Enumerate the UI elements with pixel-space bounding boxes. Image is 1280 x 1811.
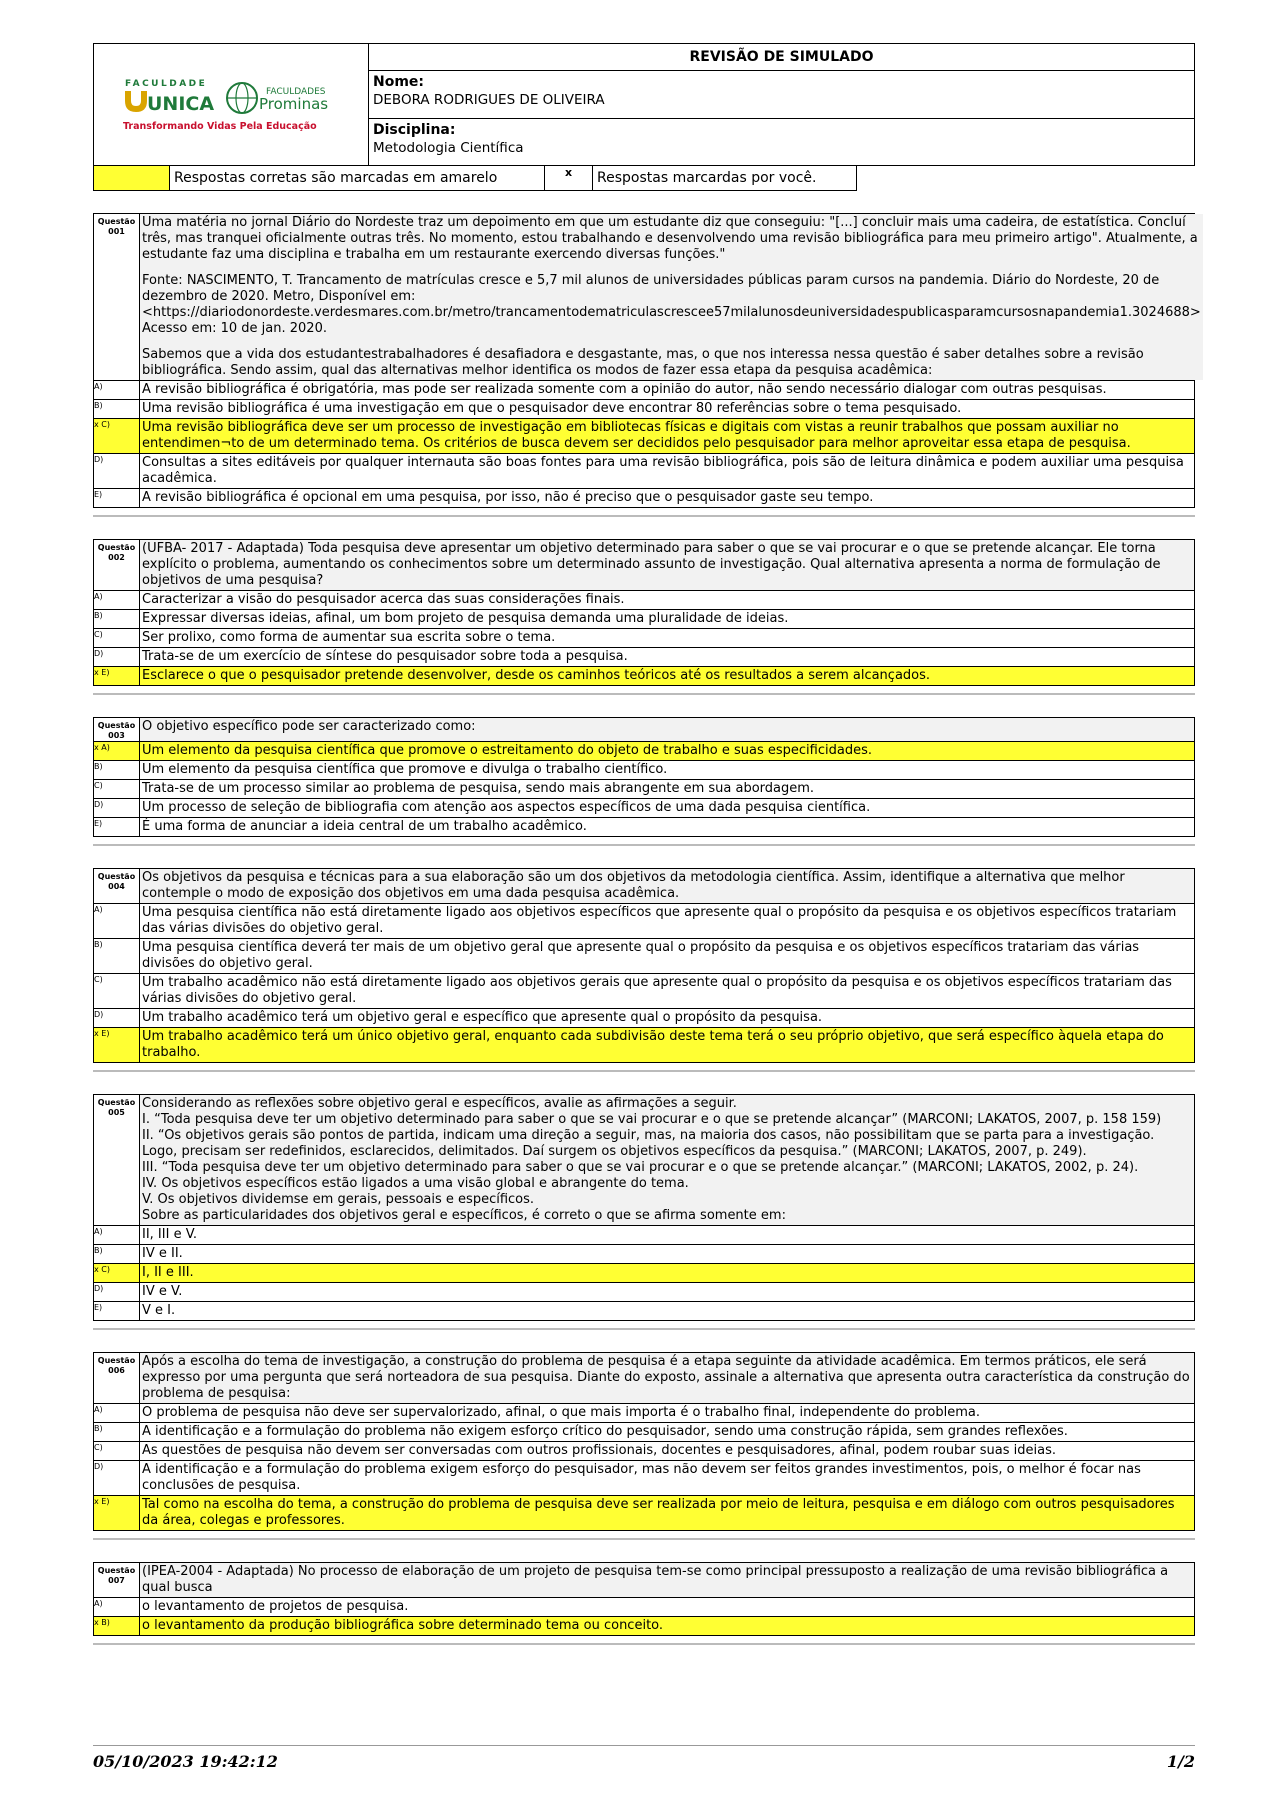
option-text: o levantamento de projetos de pesquisa. [139,1598,1194,1616]
question-text: (IPEA-2004 - Adaptada) No processo de elaboração de um projeto de pesquisa tem-se como principal pressuposto a realização de uma revisão bibliográfica a qual busca [142,1564,1169,1595]
question-block [93,213,1201,517]
question-stem [93,868,1195,904]
answer-option [93,818,1195,837]
question-block [93,868,1195,1072]
option-letter: C) [94,630,103,639]
question-number: Questão 006 [97,1356,136,1375]
answer-option-correct [93,1264,1195,1283]
option-letter: x A) [94,743,110,752]
option-text: Uma pesquisa científica deverá ter mais de um objetivo geral que apresente qual o propósito da pesquisa e os objetivos específicos tratariam das várias divisões do objetivo geral. [139,939,1194,973]
logo-u-mark [125,91,147,112]
option-letter: B) [94,1246,103,1255]
answer-option [93,1598,1195,1617]
option-text: Um trabalho acadêmico não está diretamente ligado aos objetivos gerais que apresente qual o propósito da pesquisa e os objetivos específicos tratariam das várias divisões do objetivo geral. [139,974,1194,1008]
logo-faculdade-text: FACULDADE [125,79,208,89]
answer-option-correct [93,1496,1195,1531]
header-table [93,43,1195,166]
question-block [93,1094,1195,1330]
option-text: A identificação e a formulação do problema exigem esforço do pesquisador, mas não devem ser feitos grandes investimentos, pois, o melhor é focar nas conclusões de pesquisa. [139,1461,1194,1495]
option-letter: C) [94,1443,103,1452]
question-separator [93,1643,1195,1645]
logo-unica-text: UNICA [147,93,215,115]
answer-option-correct [93,1617,1195,1636]
option-letter: B) [94,940,103,949]
option-letter: E) [94,490,103,499]
option-text: Uma revisão bibliográfica deve ser um processo de investigação em bibliotecas físicas e digitais com vistas a reunir trabalhos que possam auxiliar no entendimen¬to de um determinado tema. Os critérios de busca devem ser decididos pelo pesquisador para melhor aproveitar essa etapa de pesquisa. [139,419,1194,453]
option-text: Ser prolixo, como forma de aumentar sua escrita sobre o tema. [139,629,1194,647]
option-text: O problema de pesquisa não deve ser supervalorizado, afinal, o que mais importa é o trabalho final, independente do problema. [139,1404,1194,1422]
answer-option [93,610,1195,629]
answer-option [93,381,1195,400]
option-text: Um elemento da pesquisa científica que promove o estreitamento do objeto de trabalho e suas especificidades. [139,742,1194,760]
legend-x-mark: x [545,166,592,191]
option-letter: D) [94,455,104,464]
answer-option [93,1302,1195,1321]
answer-option [93,974,1195,1009]
questions-list [93,213,1201,1645]
question-text: Após a escolha do tema de investigação, a construção do problema de pesquisa é a etapa seguinte da atividade acadêmica. Em termos práticos, ele será expresso por uma pergunta que será norteadora de sua pesquisa. Diante do exposto, assinale a alternativa que apresenta outra característica da construção do problema de pesquisa: [142,1354,1190,1401]
question-separator [93,515,1195,517]
option-letter: B) [94,1424,103,1433]
option-text: Um trabalho acadêmico terá um objetivo geral e específico que apresente qual o propósito da pesquisa. [139,1009,1194,1027]
print-datetime: 05/10/2023 19:42:12 [93,1752,278,1771]
question-separator [93,1538,1195,1540]
logo-faculdades-text: FACULDADES [266,87,326,97]
answer-option [93,648,1195,667]
option-letter: D) [94,1462,104,1471]
option-text: IV e II. [139,1245,1194,1263]
option-letter: E) [94,819,103,828]
answer-option [93,799,1195,818]
option-text: V e I. [139,1302,1194,1320]
option-text: o levantamento da produção bibliográfica sobre determinado tema ou conceito. [139,1617,1194,1635]
option-text: As questões de pesquisa não devem ser conversadas com outros profissionais, docentes e pesquisadores, afinal, podem roubar suas ideias. [139,1442,1194,1460]
question-separator [93,844,1195,846]
option-text: Trata-se de um exercício de síntese do pesquisador sobre toda a pesquisa. [139,648,1194,666]
option-text: Expressar diversas ideias, afinal, um bom projeto de pesquisa demanda uma pluralidade de ideias. [139,610,1194,628]
answer-option [93,780,1195,799]
option-letter: E) [94,1303,103,1312]
question-text: Fonte: NASCIMENTO, T. Trancamento de matrículas cresce e 5,7 mil alunos de universidades públicas param cursos na pandemia. Diário do Nordeste, 20 de dezembro de 2020. Metro, Disponível em: <https://diariodonordeste.verdesmares.com.br/metro/trancamentodematriculascrescee57milalunosdeuniversidadespublicasparamcursosnapandemia1.3024688> Acesso em: 10 de jan. 2020. [142,273,1201,336]
discipline-label: Disciplina: [373,121,456,138]
institution-logo [94,44,369,165]
option-text: Um elemento da pesquisa científica que promove e divulga o trabalho científico. [139,761,1194,779]
option-letter: D) [94,1010,104,1019]
option-letter: A) [94,905,103,914]
option-letter: C) [94,781,103,790]
legend-yellow-swatch [93,166,170,191]
question-text: O objetivo específico pode ser caracterizado como: [142,719,476,734]
option-text: Uma revisão bibliográfica é uma investigação em que o pesquisador deve encontrar 80 referências sobre o tema pesquisado. [139,400,1194,418]
option-letter: C) [94,975,103,984]
option-text: Um trabalho acadêmico terá um único objetivo geral, enquanto cada subdivisão deste tema terá o seu próprio objetivo, que será específico àquela etapa do trabalho. [139,1028,1194,1062]
question-number: Questão 007 [97,1566,136,1585]
option-text: Tal como na escolha do tema, a construção do problema de pesquisa deve ser realizada por meio de leitura, pesquisa e em diálogo com outros pesquisadores da área, colegas e professores. [139,1496,1194,1530]
question-separator [93,693,1195,695]
answer-option [93,1404,1195,1423]
name-label: Nome: [373,74,425,90]
question-number: Questão 001 [97,217,136,236]
answer-option-correct [93,667,1195,686]
question-separator [93,1070,1195,1072]
option-text: Uma pesquisa científica não está diretamente ligado aos objetivos específicos que apresente qual o propósito da pesquisa e os objetivos específicos tratariam das várias divisões do objetivo geral. [139,904,1194,938]
option-text: Esclarece o que o pesquisador pretende desenvolver, desde os caminhos teóricos até os resultados a serem alcançados. [139,667,1194,685]
discipline-name: Metodologia Científica [373,139,524,156]
option-letter: D) [94,800,104,809]
answer-option [93,1009,1195,1028]
question-text: Considerando as reflexões sobre objetivo geral e específicos, avalie as afirmações a seguir. I. “Toda pesquisa deve ter um objetivo determinado para saber o que se vai procurar e o que se pretende alcançar” (MARCONI; LAKATOS, 2007, p. 158 159) II. “Os objetivos gerais são pontos de partida, indicam uma direção a seguir, mas, na maioria dos casos, não possibilitam que se parta para a investigação. Logo, precisam ser redefinidos, esclarecidos, delimitados. Daí surgem os objetivos específicos da pesquisa.” (MARCONI; LAKATOS, 2007, p. 249). III. “Toda pesquisa deve ter um objetivo determinado para saber o que se vai procurar e o que se pretende alcançar.” (MARCONI; LAKATOS, 2002, p. 24). IV. Os objetivos específicos estão ligados a uma visão global e abrangente do tema. V. Os objetivos dividemse em gerais, pessoais e específicos. Sobre as particularidades dos objetivos geral e específicos, é correto o que se afirma somente em: [142,1096,1162,1223]
answer-option [93,400,1195,419]
question-stem [93,1094,1195,1226]
answer-option [93,1442,1195,1461]
question-number: Questão 005 [97,1098,136,1117]
answer-option [93,1461,1195,1496]
option-text: A revisão bibliográfica é obrigatória, mas pode ser realizada somente com a opinião do autor, não sendo necessário dialogar com outras pesquisas. [139,381,1194,399]
option-letter: x E) [94,1029,110,1038]
question-number: Questão 004 [97,872,136,891]
option-text: Consultas a sites editáveis por qualquer internauta são boas fontes para uma revisão bibliográfica, pois são de leitura dinâmica e podem auxiliar uma pesquisa acadêmica. [139,454,1194,488]
answer-option [93,1423,1195,1442]
logo-graphic [94,44,366,164]
option-text: A identificação e a formulação do problema não exigem esforço crítico do pesquisador, sendo uma construção rápida, sem grandes reflexões. [139,1423,1194,1441]
question-text: (UFBA- 2017 - Adaptada) Toda pesquisa deve apresentar um objetivo determinado para saber o que se vai procurar e o que se pretende alcançar. Ele torna explícito o problema, aumentando os conhecimentos sobre um determinado assunto de investigação. Qual alternativa apresenta a norma de formulação de objetivos de uma pesquisa? [142,541,1161,588]
question-number: Questão 002 [97,543,136,562]
answer-option-correct [93,419,1195,454]
question-stem [93,1352,1195,1404]
option-text: Caracterizar a visão do pesquisador acerca das suas considerações finais. [139,591,1194,609]
answer-option [93,761,1195,780]
option-letter: B) [94,762,103,771]
option-letter: x B) [94,1618,110,1627]
option-letter: A) [94,382,103,391]
option-letter: A) [94,1227,103,1236]
page-number: 1/2 [1166,1752,1195,1771]
option-letter: A) [94,592,103,601]
option-text: IV e V. [139,1283,1194,1301]
answer-option [93,904,1195,939]
answer-option [93,1245,1195,1264]
student-name-cell [369,71,1194,119]
legend-marked-text: Respostas marcardas por você. [592,166,857,191]
option-text: É uma forma de anunciar a ideia central de um trabalho acadêmico. [139,818,1194,836]
answer-option [93,939,1195,974]
answer-option [93,591,1195,610]
option-letter: D) [94,1284,104,1293]
answer-option-correct [93,1028,1195,1063]
question-block [93,1562,1195,1645]
page-title: REVISÃO DE SIMULADO [369,44,1194,71]
question-text: Sabemos que a vida dos estudantestrabalhadores é desafiadora e desgastante, mas, o que nos interessa nessa questão é saber detalhes sobre a revisão bibliográfica. Sendo assim, qual das alternativas melhor identifica os modos de fazer essa etapa da pesquisa acadêmica: [142,347,1144,378]
question-block [93,717,1195,846]
option-letter: A) [94,1405,103,1414]
question-stem [93,213,1201,381]
option-letter: D) [94,649,104,658]
student-name: DEBORA RODRIGUES DE OLIVEIRA [373,92,605,108]
question-block [93,1352,1195,1540]
option-letter: A) [94,1599,103,1608]
option-letter: x C) [94,420,110,429]
answer-option [93,489,1195,508]
answer-option [93,454,1195,489]
question-block [93,539,1195,695]
option-letter: x E) [94,1497,110,1506]
option-letter: B) [94,401,103,410]
document-page [93,43,1201,1645]
answer-option-correct [93,742,1195,761]
option-letter: x C) [94,1265,110,1274]
question-stem [93,539,1195,591]
answer-option [93,629,1195,648]
answer-option [93,1226,1195,1245]
option-letter: B) [94,611,103,620]
page-footer [93,1745,1195,1771]
question-separator [93,1328,1195,1330]
question-number: Questão 003 [97,721,136,740]
legend-correct-text: Respostas corretas são marcadas em amarelo [170,166,545,191]
question-text: Os objetivos da pesquisa e técnicas para a sua elaboração são um dos objetivos da metodologia científica. Assim, identifique a alternativa que melhor contemple o modo de exposição dos objetivos em uma dada pesquisa acadêmica. [142,870,1125,901]
legend-row [93,166,1195,191]
question-text: Uma matéria no jornal Diário do Nordeste traz um depoimento em que um estudante diz que conseguiu: "[...] concluir mais uma cadeira, de estatística. Concluí três, mas tranquei oficialmente outras três. No momento, estou trabalhando e desenvolvendo uma revisão bibliográfica para meu primeiro artigo". Atualmente, a estudante faz uma disciplina e trabalha em um restaurante exercendo diversas funções." [142,215,1198,262]
option-letter: x E) [94,668,110,677]
discipline-cell [369,119,1194,166]
question-stem [93,1562,1195,1598]
option-text: I, II e III. [139,1264,1194,1282]
logo-prominas-text: Prominas [259,95,329,113]
option-text: II, III e V. [139,1226,1194,1244]
option-text: A revisão bibliográfica é opcional em uma pesquisa, por isso, não é preciso que o pesquisador gaste seu tempo. [139,489,1194,507]
option-text: Trata-se de um processo similar ao problema de pesquisa, sendo mais abrangente em sua abordagem. [139,780,1194,798]
question-stem [93,717,1195,742]
option-text: Um processo de seleção de bibliografia com atenção aos aspectos específicos de uma dada pesquisa científica. [139,799,1194,817]
answer-option [93,1283,1195,1302]
logo-slogan: Transformando Vidas Pela Educação [123,121,317,132]
